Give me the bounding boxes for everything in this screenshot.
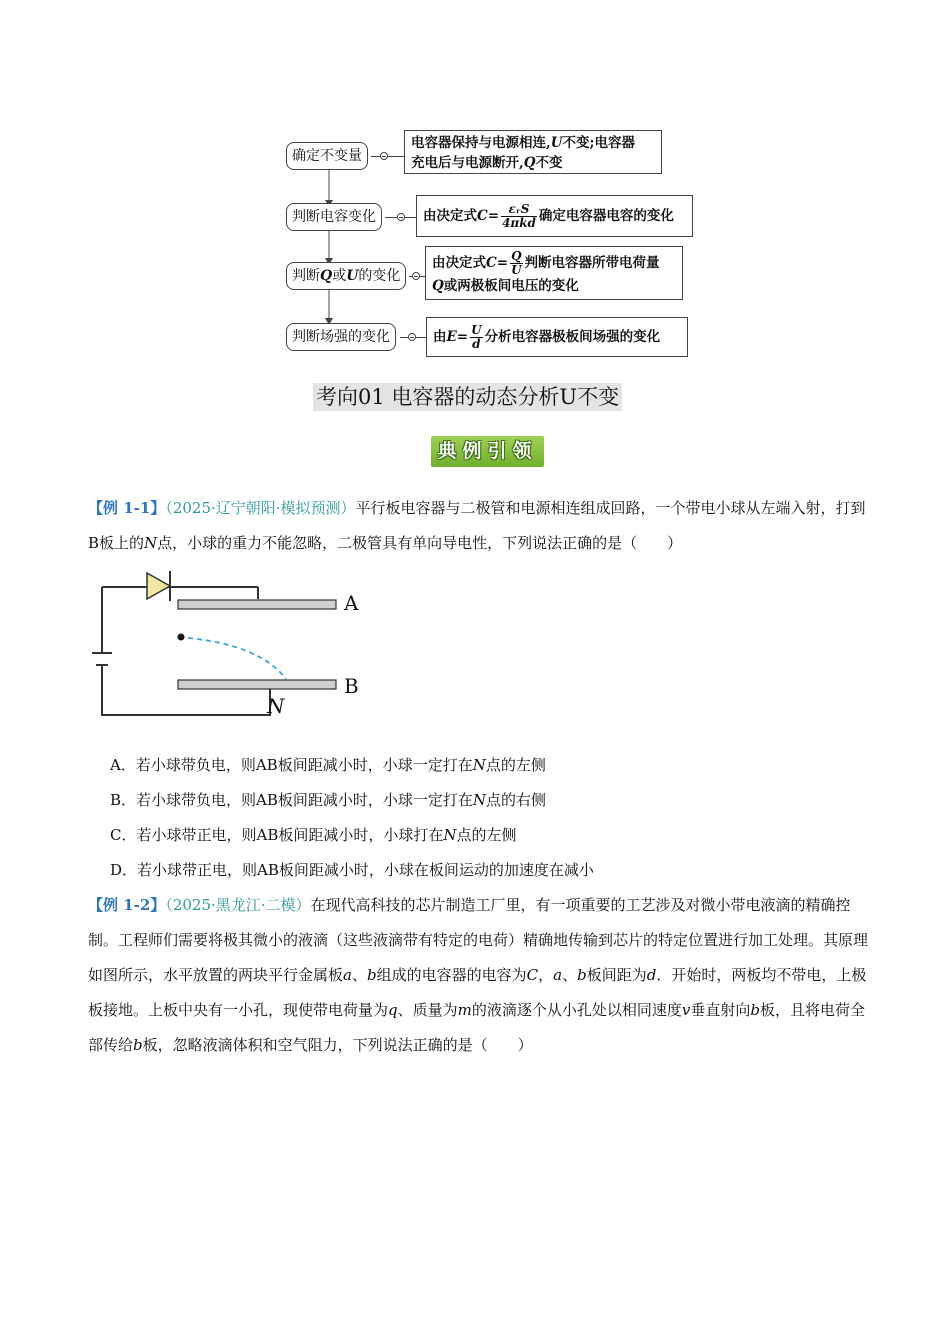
option-a-post: 点的左侧 — [485, 756, 546, 774]
example-2-a: a — [343, 966, 352, 984]
option-c-n: N — [443, 826, 457, 844]
example-1-option-d[interactable] — [110, 858, 594, 882]
flow-step-2: 判断电容变化 — [286, 203, 382, 231]
example-2-t3: ， — [538, 966, 554, 984]
example-1-question — [88, 491, 868, 561]
desc2-post: 确定电容器电容的变化 — [538, 208, 674, 224]
desc1-line1-b: 不变;电容器 — [562, 135, 635, 151]
example-2-t7: 的液滴逐个从小孔处以相同速度 — [471, 1001, 682, 1019]
example-2-m: m — [457, 1001, 472, 1019]
option-a-n: N — [472, 756, 486, 774]
option-a-pre: 若小球带负电，则AB板间距减小时，小球一定打在 — [135, 756, 473, 774]
label-n: N — [267, 694, 285, 718]
example-2-t4: 板间距为 — [586, 966, 647, 984]
desc4-num: U — [471, 323, 482, 337]
example-2-q: q — [388, 1001, 398, 1019]
flow-step-3 — [286, 262, 406, 290]
example-1-text-a: 平行板电容器与二极管和电源相连组成回路，一个带电小球从左端入射，打到B板上的 — [88, 499, 866, 552]
desc2-den: 4πkd — [502, 216, 536, 230]
desc1-q: Q — [523, 155, 536, 171]
label-a: A — [344, 591, 359, 615]
example-2-question — [88, 888, 868, 1063]
flow-desc-4 — [426, 317, 688, 357]
capacitor-circuit-figure — [90, 565, 380, 725]
example-2-t5: ．开始时，两板均不带电，上极板接地。上板中央有一小孔，现使带电荷量为 — [88, 966, 867, 1019]
option-c-letter: C． — [110, 826, 137, 844]
flow-step-3-pre: 判断 — [292, 268, 320, 284]
desc1-line1-a: 电容器保持与电源相连, — [411, 135, 551, 151]
plate-a — [178, 600, 336, 609]
example-2-b4: b — [133, 1036, 143, 1054]
connector-4-node — [408, 333, 416, 341]
label-b: B — [344, 674, 359, 698]
desc4-post: 分析电容器极板间场强的变化 — [484, 329, 661, 345]
example-1-option-c[interactable] — [110, 823, 516, 847]
battery — [92, 653, 112, 665]
flow-step-3-mid: 或 — [332, 268, 347, 284]
option-d-pre: 若小球带正电，则AB板间距减小时，小球在板间运动的加速度在减小 — [137, 861, 594, 879]
example-2-t1: 在现代高科技的芯片制造工厂里，有一项重要的工艺涉及对微小带电液滴的精确控制。工程师们需要将极其微小的液滴（这些液滴带有特定的电荷）精确地传输到芯片的特定位置进行加工处理。其原理如图所示，水平放置的两块平行金属板 — [88, 896, 869, 984]
option-b-n: N — [472, 791, 487, 809]
example-2-sep1: 、 — [351, 966, 367, 984]
desc3-num: Q — [511, 249, 522, 263]
desc1-line2-a: 充电后与电源断开, — [411, 155, 524, 171]
desc4-fraction — [470, 324, 482, 351]
option-c-pre: 若小球带正电，则AB板间距减小时，小球打在 — [136, 826, 444, 844]
option-d-letter: D． — [110, 861, 138, 879]
flow-step-3-u: U — [346, 268, 359, 284]
example-2-sep2: 、 — [562, 966, 578, 984]
option-c-post: 点的左侧 — [456, 826, 517, 844]
desc4-den: d — [472, 337, 481, 351]
example-2-b3: b — [750, 1001, 760, 1019]
desc1-u: U — [550, 135, 563, 151]
example-2-t6: 、质量为 — [397, 1001, 458, 1019]
desc3-q: Q — [432, 278, 444, 294]
desc3-fraction — [510, 250, 522, 277]
example-1-n: N — [144, 534, 158, 552]
desc3-eq: = — [496, 255, 509, 271]
flow-step-3-post: 的变化 — [358, 268, 401, 284]
flow-step-3-q: Q — [320, 268, 333, 284]
desc2-pre: 由决定式 — [423, 208, 477, 224]
ball-trajectory — [188, 638, 286, 679]
plate-b — [178, 680, 336, 689]
desc3-pre: 由决定式 — [432, 255, 486, 271]
connector-3-node — [412, 272, 420, 280]
diode — [147, 571, 170, 601]
example-2-t2: 组成的电容器的电容为 — [376, 966, 527, 984]
example-2-t8: 垂直射向 — [690, 1001, 751, 1019]
option-b-pre: 若小球带负电，则AB板间距减小时，小球一定打在 — [136, 791, 473, 809]
option-a-letter: A． — [110, 756, 136, 774]
charged-ball — [178, 634, 185, 641]
desc2-c: C — [477, 208, 488, 224]
example-2-tag: 【例 1-2】 — [88, 896, 166, 914]
desc3-post: 判断电容器所带电荷量 — [524, 255, 660, 271]
desc3-c: C — [486, 255, 497, 271]
desc3-den: U — [511, 263, 522, 277]
example-2-b2: b — [577, 966, 587, 984]
desc4-e: E — [446, 329, 457, 345]
example-banner: 典例引领 — [431, 436, 544, 467]
example-2-d: d — [646, 966, 657, 984]
connector-1-node — [380, 152, 388, 160]
connector-2-node — [397, 213, 405, 221]
example-1-option-a[interactable] — [110, 753, 546, 777]
example-1-text-b: 点，小球的重力不能忽略，二极管具有单向导电性，下列说法正确的是（ ） — [157, 534, 683, 552]
example-1-source: （2025·辽宁朝阳·模拟预测） — [165, 499, 356, 517]
example-2-v: v — [681, 1001, 691, 1019]
example-2-t9: 板，且将电荷全部传给 — [88, 1001, 866, 1054]
example-1-option-b[interactable] — [110, 788, 546, 812]
desc2-eq: = — [487, 208, 500, 224]
flow-desc-2 — [416, 195, 693, 237]
desc4-pre: 由 — [433, 329, 447, 345]
example-2-c: C — [526, 966, 539, 984]
desc4-eq: = — [456, 329, 469, 345]
option-b-post: 点的右侧 — [486, 791, 547, 809]
example-1-tag: 【例 1-1】 — [88, 499, 166, 517]
example-2-a2: a — [553, 966, 563, 984]
desc1-line2-b: 不变 — [535, 155, 563, 171]
option-b-letter: B． — [110, 791, 137, 809]
flow-desc-1 — [404, 130, 662, 174]
flow-step-1: 确定不变量 — [286, 142, 368, 170]
example-2-b: b — [366, 966, 377, 984]
example-2-source: （2025·黑龙江·二模） — [165, 896, 311, 914]
desc2-fraction — [501, 203, 537, 230]
desc2-num: εᵣS — [501, 203, 537, 217]
topic-heading: 考向01 电容器的动态分析U不变 — [313, 383, 622, 411]
flow-desc-3 — [425, 246, 683, 300]
desc3-line2: 或两极板间电压的变化 — [443, 278, 579, 294]
flow-step-4: 判断场强的变化 — [286, 323, 396, 351]
example-2-t10: 板，忽略液滴体积和空气阻力，下列说法正确的是（ ） — [142, 1036, 533, 1054]
